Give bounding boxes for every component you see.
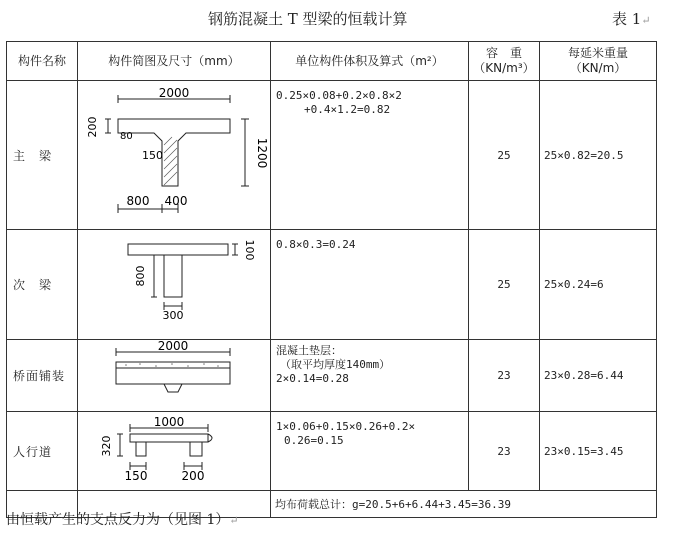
main-beam-sketch-cell <box>78 81 271 230</box>
header-calc: 单位构件体积及算式（m²） <box>271 42 469 81</box>
row-name: 次 梁 <box>7 230 78 340</box>
calc-line: 0.8×0.3=0.24 <box>276 238 356 251</box>
per-meter-cell: 23×0.15=3.45 <box>540 412 657 491</box>
per-meter-cell: 25×0.24=6 <box>540 230 657 340</box>
dead-load-table <box>6 41 657 518</box>
sidewalk-section-diagram <box>78 412 270 487</box>
calc-line: （取平均厚度140mm） <box>280 358 391 371</box>
unit-weight-cell: 23 <box>469 412 540 491</box>
dim-height: 1200 <box>255 137 269 169</box>
dim-left: 150 <box>124 469 148 483</box>
calc-cell <box>271 81 469 230</box>
calc-line: 0.25×0.08+0.2×0.8×2 <box>276 89 402 102</box>
return-mark-icon: ↵ <box>229 514 239 527</box>
header-name: 构件名称 <box>7 42 78 81</box>
dim-height: 800 <box>134 265 147 287</box>
dim-height: 320 <box>100 435 113 457</box>
unit-weight-cell: 25 <box>469 230 540 340</box>
row-name: 主 梁 <box>7 81 78 230</box>
dim-web: 300 <box>162 309 184 322</box>
header-unit-weight: 容 重 （KN/m³） <box>469 42 540 81</box>
dim-haunch-2: 150 <box>142 149 163 162</box>
dim-right: 200 <box>181 469 205 483</box>
unit-weight-cell: 25 <box>469 81 540 230</box>
secondary-beam-section-diagram <box>78 230 270 336</box>
calc-cell <box>271 230 469 340</box>
paragraph-text: 由恒载产生的支点反力为（见图 1）↵ <box>6 512 239 528</box>
sidewalk-sketch-cell <box>78 412 271 491</box>
table-row <box>7 230 657 340</box>
unit-weight-cell: 23 <box>469 340 540 412</box>
table-number: 表 1↵ <box>612 10 651 28</box>
calc-cell <box>271 340 469 412</box>
secondary-beam-sketch-cell <box>78 230 271 340</box>
deck-pavement-diagram <box>78 340 270 408</box>
deck-pavement-sketch-cell <box>78 340 271 412</box>
table-row <box>7 81 657 230</box>
table-row <box>7 340 657 412</box>
dim-left: 800 <box>126 194 150 208</box>
calc-line: 混凝土垫层： <box>276 344 342 357</box>
return-mark-icon: ↵ <box>641 14 651 27</box>
dim-web: 400 <box>164 194 188 208</box>
table-row <box>7 412 657 491</box>
dim-width: 2000 <box>157 340 189 353</box>
calc-line: 2×0.14=0.28 <box>276 372 349 385</box>
calc-cell <box>271 412 469 491</box>
header-sketch: 构件简图及尺寸（mm） <box>78 42 271 81</box>
dim-flange: 100 <box>243 239 256 261</box>
dim-flange: 200 <box>86 116 99 138</box>
calc-line: 0.26=0.15 <box>284 434 344 447</box>
header-row <box>7 42 657 81</box>
total-cell: 均布荷载总计：g=20.5+6+6.44+3.45=36.39 <box>271 491 657 518</box>
row-name: 人行道 <box>7 412 78 491</box>
table-title: 钢筋混凝土 T 型梁的恒载计算 <box>208 10 408 28</box>
dim-width: 1000 <box>153 415 185 429</box>
calc-line: 1×0.06+0.15×0.26+0.2× <box>276 420 416 433</box>
per-meter-cell: 25×0.82=20.5 <box>540 81 657 230</box>
calc-line: +0.4×1.2=0.82 <box>304 103 391 116</box>
dim-top-width: 2000 <box>158 86 190 100</box>
dim-haunch: 80 <box>120 131 133 142</box>
per-meter-cell: 23×0.28=6.44 <box>540 340 657 412</box>
row-name: 桥面铺装 <box>7 340 78 412</box>
header-per-meter: 每延米重量 （KN/m） <box>540 42 657 81</box>
main-beam-section-diagram <box>78 81 270 226</box>
